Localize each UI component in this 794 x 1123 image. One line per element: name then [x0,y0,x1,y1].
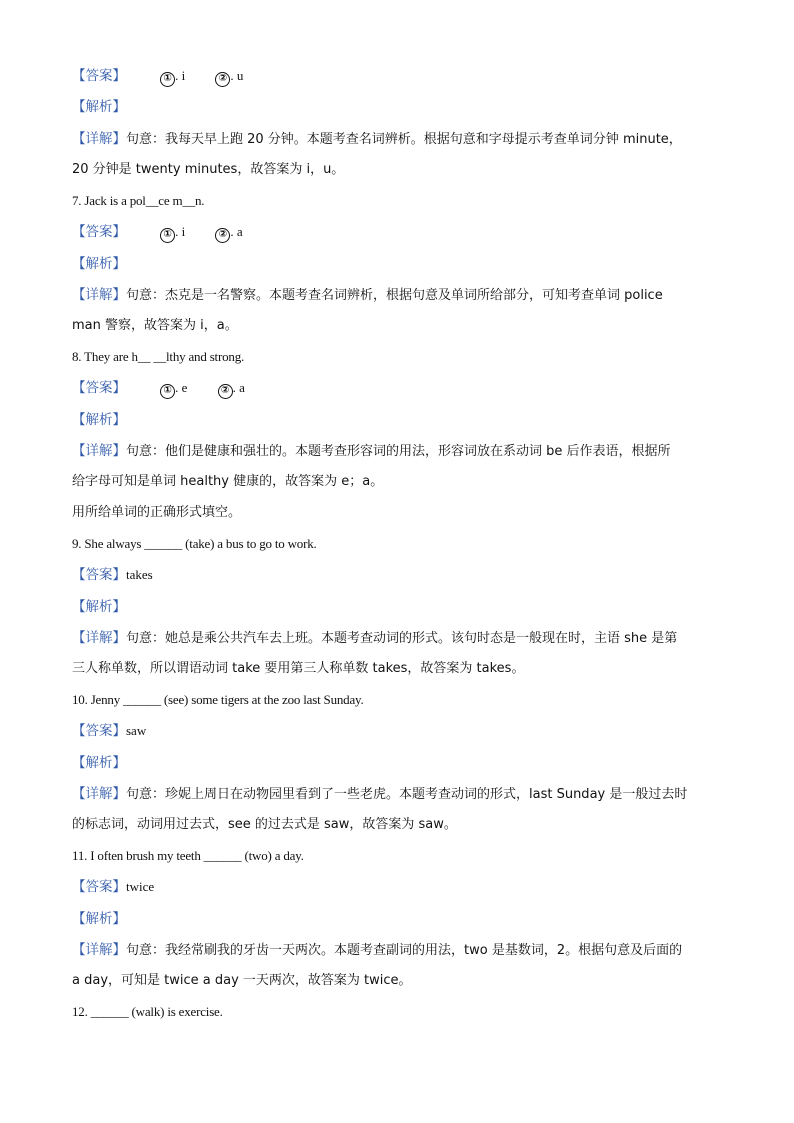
detail-row-q11 [72,941,722,960]
detail-text: 的标志词，动词用过去式，see 的过去式是 saw，故答案为 saw。 [72,817,457,832]
circled-number-2: ② [218,384,233,399]
answer-item-2 [218,379,245,399]
detail-text: 句意：珍妮上周日在动物园里看到了一些老虎。本题考查动词的形式，last Sunday 是一般过去时 [126,787,688,802]
answer-value-1: . e [175,380,188,395]
detail-text: 句意：他们是健康和强壮的。本题考查形容词的用法，形容词放在系动词 be 后作表语，根据所 [126,444,671,459]
detail-row-q10 [72,785,722,804]
section-title: 用所给单词的正确形式填空。 [72,505,242,520]
analysis-row-q10 [72,754,722,773]
circled-number-1: ① [160,228,175,243]
detail-text: man 警察，故答案为 i，a。 [72,318,238,333]
detail-text: 句意：杰克是一名警察。本题考查名词辨析，根据句意及单词所给部分，可知考查单词 police [126,288,663,303]
answer-label: 【答案】 [72,380,126,396]
analysis-label: 【解析】 [72,755,126,771]
detail-text: 句意：我经常刷我的牙齿一天两次。本题考查副词的用法，two 是基数词，2。根据句意及后面的 [126,943,683,958]
question-q12: 12. ______ (walk) is exercise. [72,1004,223,1019]
detail-label: 【详解】 [72,443,126,459]
answer-value-1: . i [175,68,186,83]
answer-row-q7 [72,223,722,243]
answer-value-2: . u [230,68,244,83]
detail-text: 三人称单数，所以谓语动词 take 要用第三人称单数 takes，故答案为 takes。 [72,661,525,676]
detail-text: 句意：她总是乘公共汽车去上班。本题考查动词的形式。该句时态是一般现在时，主语 she 是第 [126,631,678,646]
circled-number-1: ① [160,384,175,399]
analysis-label: 【解析】 [72,256,126,272]
answer-value-2: . a [232,380,245,395]
question-q10: 10. Jenny ______ (see) some tigers at the zoo last Sunday. [72,692,364,707]
answer-item-1 [160,379,187,399]
detail-row-q8 [72,442,722,461]
detail-text: 给字母可知是单词 healthy 健康的，故答案为 e；a。 [72,474,384,489]
answer-row-q10 [72,722,722,741]
answer-row-q6 [72,67,722,87]
answer-item-2 [215,223,242,243]
analysis-label: 【解析】 [72,911,126,927]
answer-item-2 [215,67,243,87]
analysis-row-q11 [72,910,722,929]
answer-value: takes [126,567,153,582]
analysis-row-q7 [72,255,722,274]
answer-row-q9 [72,566,722,585]
answer-item-1 [160,223,185,243]
detail-label: 【详解】 [72,287,126,303]
answer-value-2: . a [230,224,243,239]
analysis-row-q8 [72,411,722,430]
detail-row-q9-cont [72,660,722,678]
detail-text: a day，可知是 twice a day 一天两次，故答案为 twice。 [72,973,412,988]
answer-label: 【答案】 [72,224,126,240]
detail-row-q6 [72,130,722,149]
detail-row-q9 [72,629,722,648]
answer-value-1: . i [175,224,186,239]
question-q7: 7. Jack is a pol__ce m__n. [72,193,205,208]
detail-row-q7-cont [72,317,722,335]
detail-text: 句意：我每天早上跑 20 分钟。本题考查名词辨析。根据句意和字母提示考查单词分钟 minute， [126,132,682,147]
answer-row-q8 [72,379,722,399]
analysis-label: 【解析】 [72,412,126,428]
detail-text: 20 分钟是 twenty minutes，故答案为 i，u。 [72,162,345,177]
detail-label: 【详解】 [72,942,126,958]
circled-number-2: ② [215,72,230,87]
circled-number-2: ② [215,228,230,243]
question-q11: 11. I often brush my teeth ______ (two) a day. [72,848,304,863]
answer-item-1 [160,67,185,87]
analysis-label: 【解析】 [72,599,126,615]
answer-label: 【答案】 [72,68,126,84]
detail-row-q6-cont [72,161,722,179]
detail-label: 【详解】 [72,786,126,802]
analysis-row-q6 [72,98,722,117]
question-q9: 9. She always ______ (take) a bus to go to work. [72,536,317,551]
detail-row-q7 [72,286,722,305]
answer-label: 【答案】 [72,567,126,583]
question-q8: 8. They are h__ __lthy and strong. [72,349,245,364]
answer-row-q11 [72,878,722,897]
answer-value: twice [126,879,155,894]
answer-label: 【答案】 [72,723,126,739]
detail-row-q10-cont [72,816,722,834]
answer-label: 【答案】 [72,879,126,895]
detail-label: 【详解】 [72,630,126,646]
analysis-row-q9 [72,598,722,617]
detail-label: 【详解】 [72,131,126,147]
answer-value: saw [126,723,147,738]
circled-number-1: ① [160,72,175,87]
detail-row-q8-cont [72,473,722,491]
analysis-label: 【解析】 [72,99,126,115]
detail-row-q11-cont [72,972,722,990]
